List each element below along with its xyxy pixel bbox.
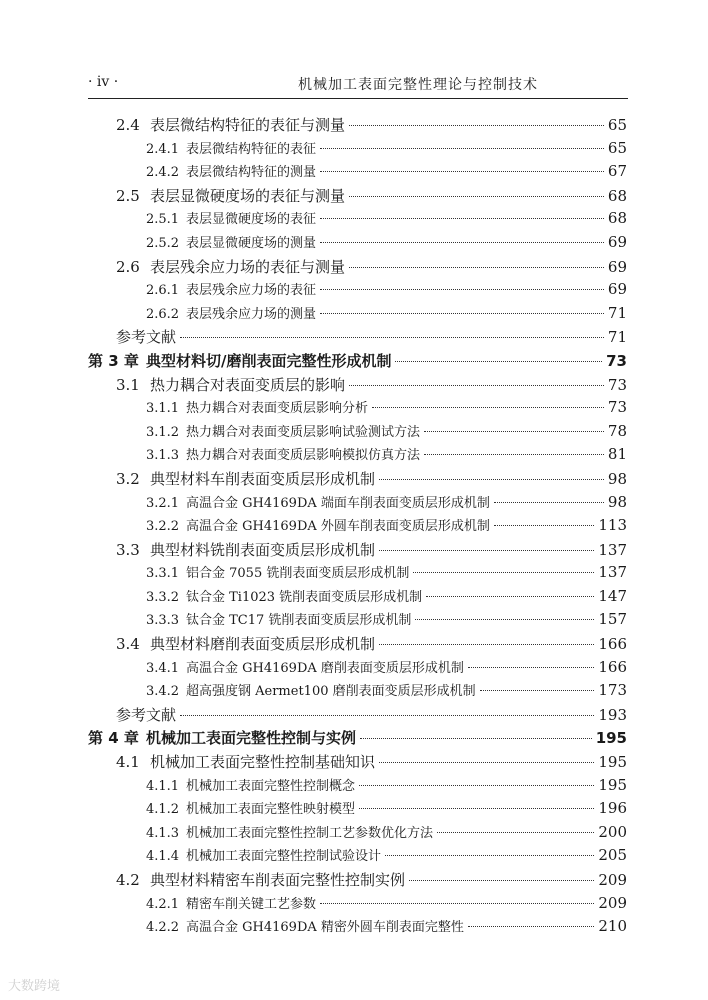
- toc-entry[interactable]: [88, 916, 627, 940]
- toc-entry-page: 193: [598, 705, 627, 724]
- toc-references-entry[interactable]: [88, 704, 627, 728]
- toc-entry-title: 超高强度钢 Aermet100 磨削表面变质层形成机制: [186, 684, 476, 700]
- watermark: 大数跨境: [8, 979, 61, 994]
- toc-entry-title: 典型材料车削表面变质层形成机制: [150, 469, 376, 488]
- toc-entry-page: 69: [607, 257, 627, 276]
- toc-entry-page: 200: [598, 822, 627, 841]
- toc-entry-title: 热力耦合对表面变质层影响分析: [186, 401, 369, 417]
- dot-leader: [379, 644, 594, 645]
- dot-leader: [424, 431, 604, 432]
- toc-entry-page: 67: [607, 162, 627, 181]
- page-number: · iv ·: [88, 74, 119, 90]
- table-of-contents: [88, 114, 627, 940]
- toc-entry-page: 78: [607, 421, 627, 440]
- dot-leader: [385, 855, 594, 856]
- toc-entry-title: 表层微结构特征的表征: [186, 141, 317, 157]
- toc-entry[interactable]: [88, 539, 627, 563]
- toc-entry-title: 典型材料精密车削表面完整性控制实例: [150, 871, 406, 889]
- toc-entry[interactable]: [88, 845, 627, 869]
- toc-entry-page: 68: [607, 186, 627, 205]
- dot-leader: [349, 125, 604, 126]
- dot-leader: [468, 926, 594, 927]
- dot-leader: [379, 762, 594, 763]
- toc-entry-number: 3.1: [116, 375, 140, 394]
- toc-entry-number: 3.1.1: [146, 401, 180, 417]
- toc-entry-title: 高温合金 GH4169DA 端面车削表面变质层形成机制: [186, 495, 490, 511]
- toc-entry[interactable]: [88, 562, 627, 586]
- running-title: 机械加工表面完整性理论与控制技术: [298, 77, 538, 93]
- toc-entry-page: 68: [607, 209, 627, 228]
- dot-leader: [480, 690, 595, 691]
- toc-entry-number: 4.2.2: [146, 920, 180, 936]
- toc-entry[interactable]: [88, 256, 627, 280]
- toc-references-entry[interactable]: [88, 326, 627, 350]
- toc-entry-number: 3.2.2: [146, 519, 180, 535]
- toc-entry-number: 3.4: [116, 635, 140, 654]
- toc-entry-number: 2.5: [116, 186, 140, 205]
- toc-entry[interactable]: [88, 208, 627, 232]
- toc-entry-number: 第 3 章: [88, 351, 139, 370]
- toc-entry-number: 3.3.3: [146, 613, 180, 629]
- toc-entry-page: 205: [598, 846, 627, 865]
- toc-entry-number: 2.6.2: [146, 306, 180, 322]
- toc-entry[interactable]: [88, 492, 627, 516]
- toc-entry-title: 高温合金 GH4169DA 磨削表面变质层形成机制: [186, 660, 464, 676]
- toc-entry-title: 机械加工表面完整性映射模型: [186, 802, 356, 818]
- toc-entry-title: 钛合金 TC17 铣削表面变质层形成机制: [186, 613, 412, 629]
- toc-entry-title: 机械加工表面完整性控制概念: [186, 778, 356, 794]
- toc-entry-number: 3.4.1: [146, 660, 180, 676]
- toc-entry-page: 98: [607, 469, 627, 488]
- toc-entry-number: 3.3: [116, 540, 140, 559]
- toc-entry-title: 表层微结构特征的测量: [186, 165, 317, 181]
- toc-entry-number: 2.5.2: [146, 235, 180, 251]
- toc-entry-number: 4.2.1: [146, 896, 180, 912]
- toc-entry-page: 173: [598, 681, 627, 700]
- toc-entry-title: 参考文献: [116, 705, 177, 724]
- dot-leader: [359, 808, 594, 809]
- dot-leader: [320, 218, 604, 219]
- toc-entry-title: 表层微结构特征的表征与测量: [150, 116, 346, 134]
- toc-entry[interactable]: [88, 515, 627, 539]
- toc-entry-number: 2.4.1: [146, 141, 180, 157]
- toc-entry-number: 3.4.2: [146, 684, 180, 700]
- dot-leader: [424, 454, 604, 455]
- toc-entry-page: 210: [598, 917, 627, 936]
- toc-entry-page: 195: [598, 753, 627, 772]
- dot-leader: [349, 385, 604, 386]
- toc-entry[interactable]: [88, 893, 627, 917]
- dot-leader: [320, 903, 594, 904]
- toc-entry-title: 钛合金 Ti1023 铣削表面变质层形成机制: [186, 589, 423, 605]
- toc-entry[interactable]: [88, 185, 627, 209]
- toc-entry-page: 71: [607, 303, 627, 322]
- dot-leader: [379, 479, 604, 480]
- toc-entry[interactable]: [88, 279, 627, 303]
- toc-entry[interactable]: [88, 444, 627, 468]
- toc-entry-page: 113: [598, 516, 627, 535]
- toc-entry[interactable]: [88, 374, 627, 398]
- toc-entry[interactable]: [88, 421, 627, 445]
- toc-entry-title: 机械加工表面完整性控制基础知识: [150, 753, 376, 772]
- toc-entry-title: 参考文献: [116, 328, 177, 347]
- toc-entry-title: 热力耦合对表面变质层影响试验测试方法: [186, 424, 421, 440]
- toc-entry-number: 3.1.2: [146, 424, 180, 440]
- toc-entry[interactable]: [88, 232, 627, 256]
- toc-entry[interactable]: [88, 303, 627, 327]
- toc-entry[interactable]: [88, 114, 627, 138]
- toc-entry-number: 3.1.3: [146, 448, 180, 464]
- toc-entry-page: 195: [595, 729, 627, 748]
- toc-entry-page: 73: [607, 375, 627, 394]
- toc-entry-number: 2.6.1: [146, 283, 180, 299]
- toc-entry[interactable]: [88, 798, 627, 822]
- toc-entry-title: 高温合金 GH4169DA 精密外圆车削表面完整性: [186, 920, 464, 936]
- dot-leader: [359, 785, 594, 786]
- toc-entry-page: 166: [598, 635, 627, 654]
- toc-entry-number: 4.1.1: [146, 778, 180, 794]
- toc-chapter-entry[interactable]: [88, 350, 627, 374]
- toc-entry-title: 表层残余应力场的表征: [186, 283, 317, 299]
- toc-entry[interactable]: [88, 657, 627, 681]
- toc-entry[interactable]: [88, 586, 627, 610]
- toc-entry-title: 热力耦合对表面变质层影响模拟仿真方法: [186, 448, 421, 464]
- toc-entry-title: 典型材料铣削表面变质层形成机制: [150, 540, 376, 559]
- toc-entry[interactable]: [88, 751, 627, 775]
- dot-leader: [320, 289, 604, 290]
- dot-leader: [180, 715, 594, 716]
- toc-entry-title: 机械加工表面完整性控制试验设计: [186, 849, 382, 865]
- toc-entry-title: 典型材料切/磨削表面完整性形成机制: [146, 351, 392, 370]
- toc-entry[interactable]: [88, 775, 627, 799]
- toc-entry-number: 4.1.4: [146, 849, 180, 865]
- running-header: [88, 72, 628, 99]
- dot-leader: [395, 361, 602, 362]
- toc-entry[interactable]: [88, 869, 627, 893]
- toc-entry-title: 热力耦合对表面变质层的影响: [150, 375, 346, 394]
- toc-entry-page: 65: [607, 116, 627, 134]
- toc-entry-title: 表层残余应力场的测量: [186, 306, 317, 322]
- dot-leader: [320, 313, 604, 314]
- toc-entry-page: 137: [598, 563, 627, 582]
- toc-entry-title: 表层显微硬度场的测量: [186, 235, 317, 251]
- toc-entry-title: 表层残余应力场的表征与测量: [150, 257, 346, 276]
- dot-leader: [494, 502, 604, 503]
- dot-leader: [320, 171, 604, 172]
- toc-entry-page: 65: [607, 138, 627, 157]
- dot-leader: [320, 148, 604, 149]
- toc-entry-title: 典型材料磨削表面变质层形成机制: [150, 635, 376, 654]
- dot-leader: [349, 196, 604, 197]
- dot-leader: [372, 407, 604, 408]
- dot-leader: [349, 267, 604, 268]
- toc-entry-page: 209: [598, 893, 627, 912]
- toc-entry-page: 73: [607, 398, 627, 417]
- dot-leader: [180, 337, 604, 338]
- toc-entry-title: 高温合金 GH4169DA 外圆车削表面变质层形成机制: [186, 519, 490, 535]
- toc-entry-page: 196: [598, 799, 627, 818]
- toc-entry-page: 195: [598, 775, 627, 794]
- toc-entry[interactable]: [88, 468, 627, 492]
- dot-leader: [437, 832, 594, 833]
- dot-leader: [413, 572, 594, 573]
- toc-entry-number: 2.4: [116, 116, 140, 134]
- dot-leader: [415, 619, 594, 620]
- toc-entry-title: 机械加工表面完整性控制工艺参数优化方法: [186, 825, 434, 841]
- toc-entry[interactable]: [88, 633, 627, 657]
- toc-entry-page: 71: [607, 328, 627, 347]
- dot-leader: [379, 550, 594, 551]
- toc-entry[interactable]: [88, 138, 627, 162]
- toc-entry-title: 机械加工表面完整性控制与实例: [146, 729, 357, 748]
- toc-entry-title: 表层显微硬度场的表征与测量: [150, 186, 346, 205]
- dot-leader: [320, 242, 604, 243]
- dot-leader: [360, 738, 592, 739]
- toc-entry-number: 3.2.1: [146, 495, 180, 511]
- toc-chapter-entry[interactable]: [88, 727, 627, 751]
- toc-entry[interactable]: [88, 680, 627, 704]
- dot-leader: [468, 667, 594, 668]
- toc-entry-number: 4.1.2: [146, 802, 180, 818]
- toc-entry-number: 2.4.2: [146, 165, 180, 181]
- toc-entry-number: 3.2: [116, 469, 140, 488]
- dot-leader: [426, 596, 594, 597]
- toc-entry-number: 3.3.2: [146, 589, 180, 605]
- toc-entry-number: 4.1: [116, 753, 140, 772]
- toc-entry-number: 4.2: [116, 871, 140, 889]
- toc-entry-title: 精密车削关键工艺参数: [186, 896, 317, 912]
- toc-entry[interactable]: [88, 161, 627, 185]
- toc-entry-number: 3.3.1: [146, 566, 180, 582]
- toc-entry-page: 81: [607, 445, 627, 464]
- toc-entry-number: 2.6: [116, 257, 140, 276]
- toc-entry-page: 73: [606, 351, 627, 370]
- toc-entry-page: 147: [598, 586, 627, 605]
- toc-entry-page: 209: [598, 871, 627, 889]
- toc-entry-page: 98: [607, 492, 627, 511]
- toc-entry-title: 铝合金 7055 铣削表面变质层形成机制: [186, 566, 410, 582]
- toc-entry-page: 69: [607, 280, 627, 299]
- dot-leader: [409, 880, 594, 881]
- toc-entry-page: 137: [598, 540, 627, 559]
- toc-entry[interactable]: [88, 397, 627, 421]
- toc-entry-page: 157: [598, 610, 627, 629]
- toc-entry-page: 69: [607, 232, 627, 251]
- toc-entry-page: 166: [598, 657, 627, 676]
- toc-entry-number: 第 4 章: [88, 729, 139, 748]
- toc-entry-title: 表层显微硬度场的表征: [186, 212, 317, 228]
- dot-leader: [494, 525, 594, 526]
- toc-entry[interactable]: [88, 822, 627, 846]
- toc-entry[interactable]: [88, 609, 627, 633]
- toc-entry-number: 2.5.1: [146, 212, 180, 228]
- toc-entry-number: 4.1.3: [146, 825, 180, 841]
